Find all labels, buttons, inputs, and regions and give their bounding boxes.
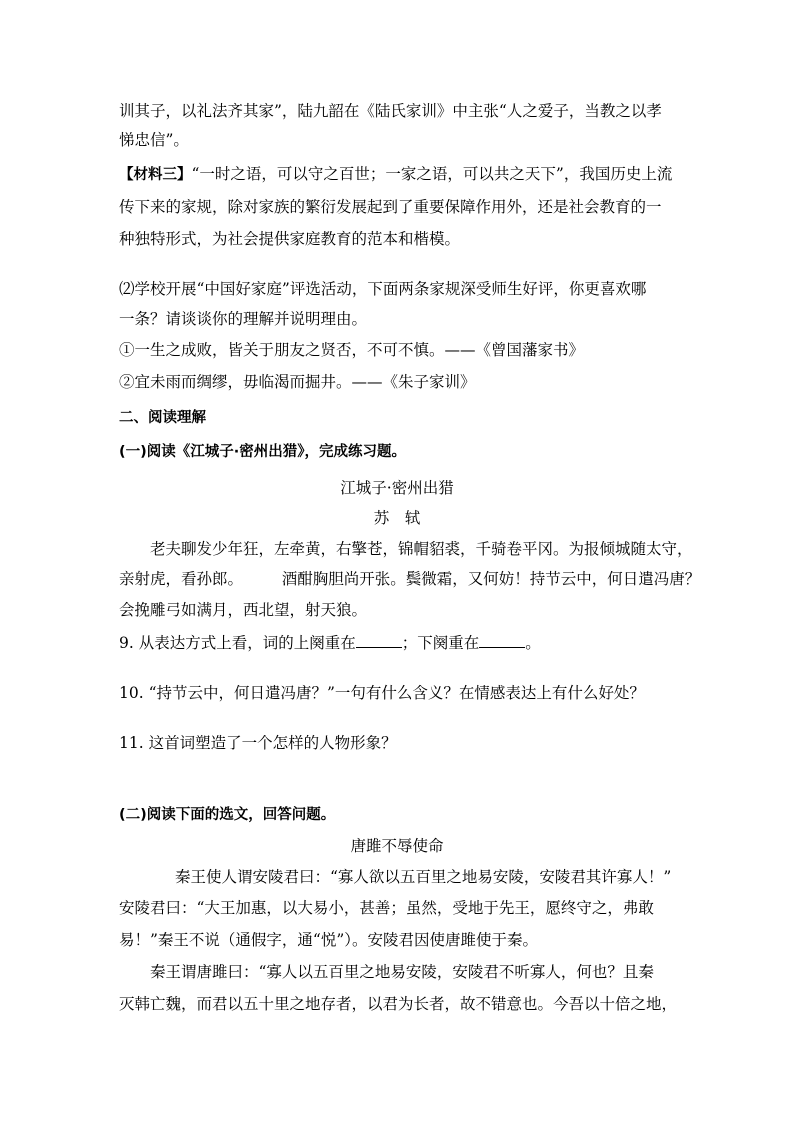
question10: 10. “持节云中，何日遣冯唐？”一句有什么含义？在情感表达上有什么好处？ bbox=[119, 684, 645, 702]
passage-line3: 易！”秦王不说（通假字，通“悦”）。安陵君因使唐雎使于秦。 bbox=[119, 931, 539, 949]
poem-author: 苏 轼 bbox=[373, 509, 421, 527]
material3-text: “一时之语，可以守之百世；一家之语，可以共之天下”，我国历史上流 bbox=[191, 165, 673, 183]
question2-line2: 一条？请谈谈你的理解并说明理由。 bbox=[119, 310, 368, 328]
material3-line3: 种独特形式，为社会提供家庭教育的范本和楷模。 bbox=[119, 230, 461, 248]
question11: 11. 这首词塑造了一个怎样的人物形象？ bbox=[119, 734, 397, 752]
passage-line2: 安陵君曰：“大王加惠，以大易小，甚善；虽然，受地于先王，愿终守之，弗敢 bbox=[119, 899, 654, 917]
material3-line1 bbox=[119, 164, 672, 185]
q9-text-b: ；下阕重在 bbox=[401, 634, 480, 652]
poem-line3: 会挽雕弓如满月，西北望，射天狼。 bbox=[119, 601, 368, 619]
passage-line5: 灭韩亡魏，而君以五十里之地存者，以君为长者，故不错意也。今吾以十倍之地， bbox=[119, 995, 678, 1013]
passage-line4: 秦王谓唐雎曰：“寡人以五百里之地易安陵，安陵君不听寡人，何也？且秦 bbox=[150, 963, 654, 981]
question2-line1: ⑵学校开展“中国好家庭”评选活动，下面两条家规深受师生好评，你更喜欢哪 bbox=[119, 280, 647, 298]
material2-line1: 训其子，以礼法齐其家”，陆九韶在《陆氏家训》中主张“人之爱子，当教之以孝 bbox=[119, 102, 662, 120]
passage-line1: 秦王使人谓安陵君曰：“寡人欲以五百里之地易安陵，安陵君其许寡人！” bbox=[175, 868, 672, 886]
poem-line2: 亲射虎，看孙郎。 酒酣胸胆尚开张。鬓微霜，又何妨！持节云中，何日遣冯唐？ bbox=[119, 570, 701, 588]
part1-heading: (一)阅读《江城子·密州出猎》，完成练习题。 bbox=[119, 444, 407, 460]
answer-blank-1[interactable] bbox=[356, 633, 402, 648]
material2-line2: 悌忠信”。 bbox=[119, 131, 189, 149]
q9-text-c: 。 bbox=[525, 634, 541, 652]
poem-title: 江城子·密州出猎 bbox=[340, 479, 454, 497]
passage-title: 唐雎不辱使命 bbox=[350, 837, 444, 855]
q9-text-a: 9. 从表达方式上看，词的上阕重在 bbox=[119, 634, 356, 652]
material3-line2: 传下来的家规，除对家族的繁衍发展起到了重要保障作用外，还是社会教育的一 bbox=[119, 198, 662, 216]
part2-heading: (二)阅读下面的选文，回答问题。 bbox=[119, 807, 336, 823]
question2-option1: ①一生之成败，皆关于朋友之贤否，不可不慎。——《曾国藩家书》 bbox=[119, 341, 585, 359]
question2-option2: ②宜未雨而绸缪，毋临渴而掘井。——《朱子家训》 bbox=[119, 373, 476, 391]
poem-line1: 老夫聊发少年狂，左牵黄，右擎苍，锦帽貂裘，千骑卷平冈。为报倾城随太守， bbox=[150, 540, 693, 558]
material3-label: 【材料三】 bbox=[119, 167, 192, 183]
section2-heading: 二、阅读理解 bbox=[119, 410, 206, 426]
answer-blank-2[interactable] bbox=[479, 633, 525, 648]
question9 bbox=[119, 633, 541, 653]
